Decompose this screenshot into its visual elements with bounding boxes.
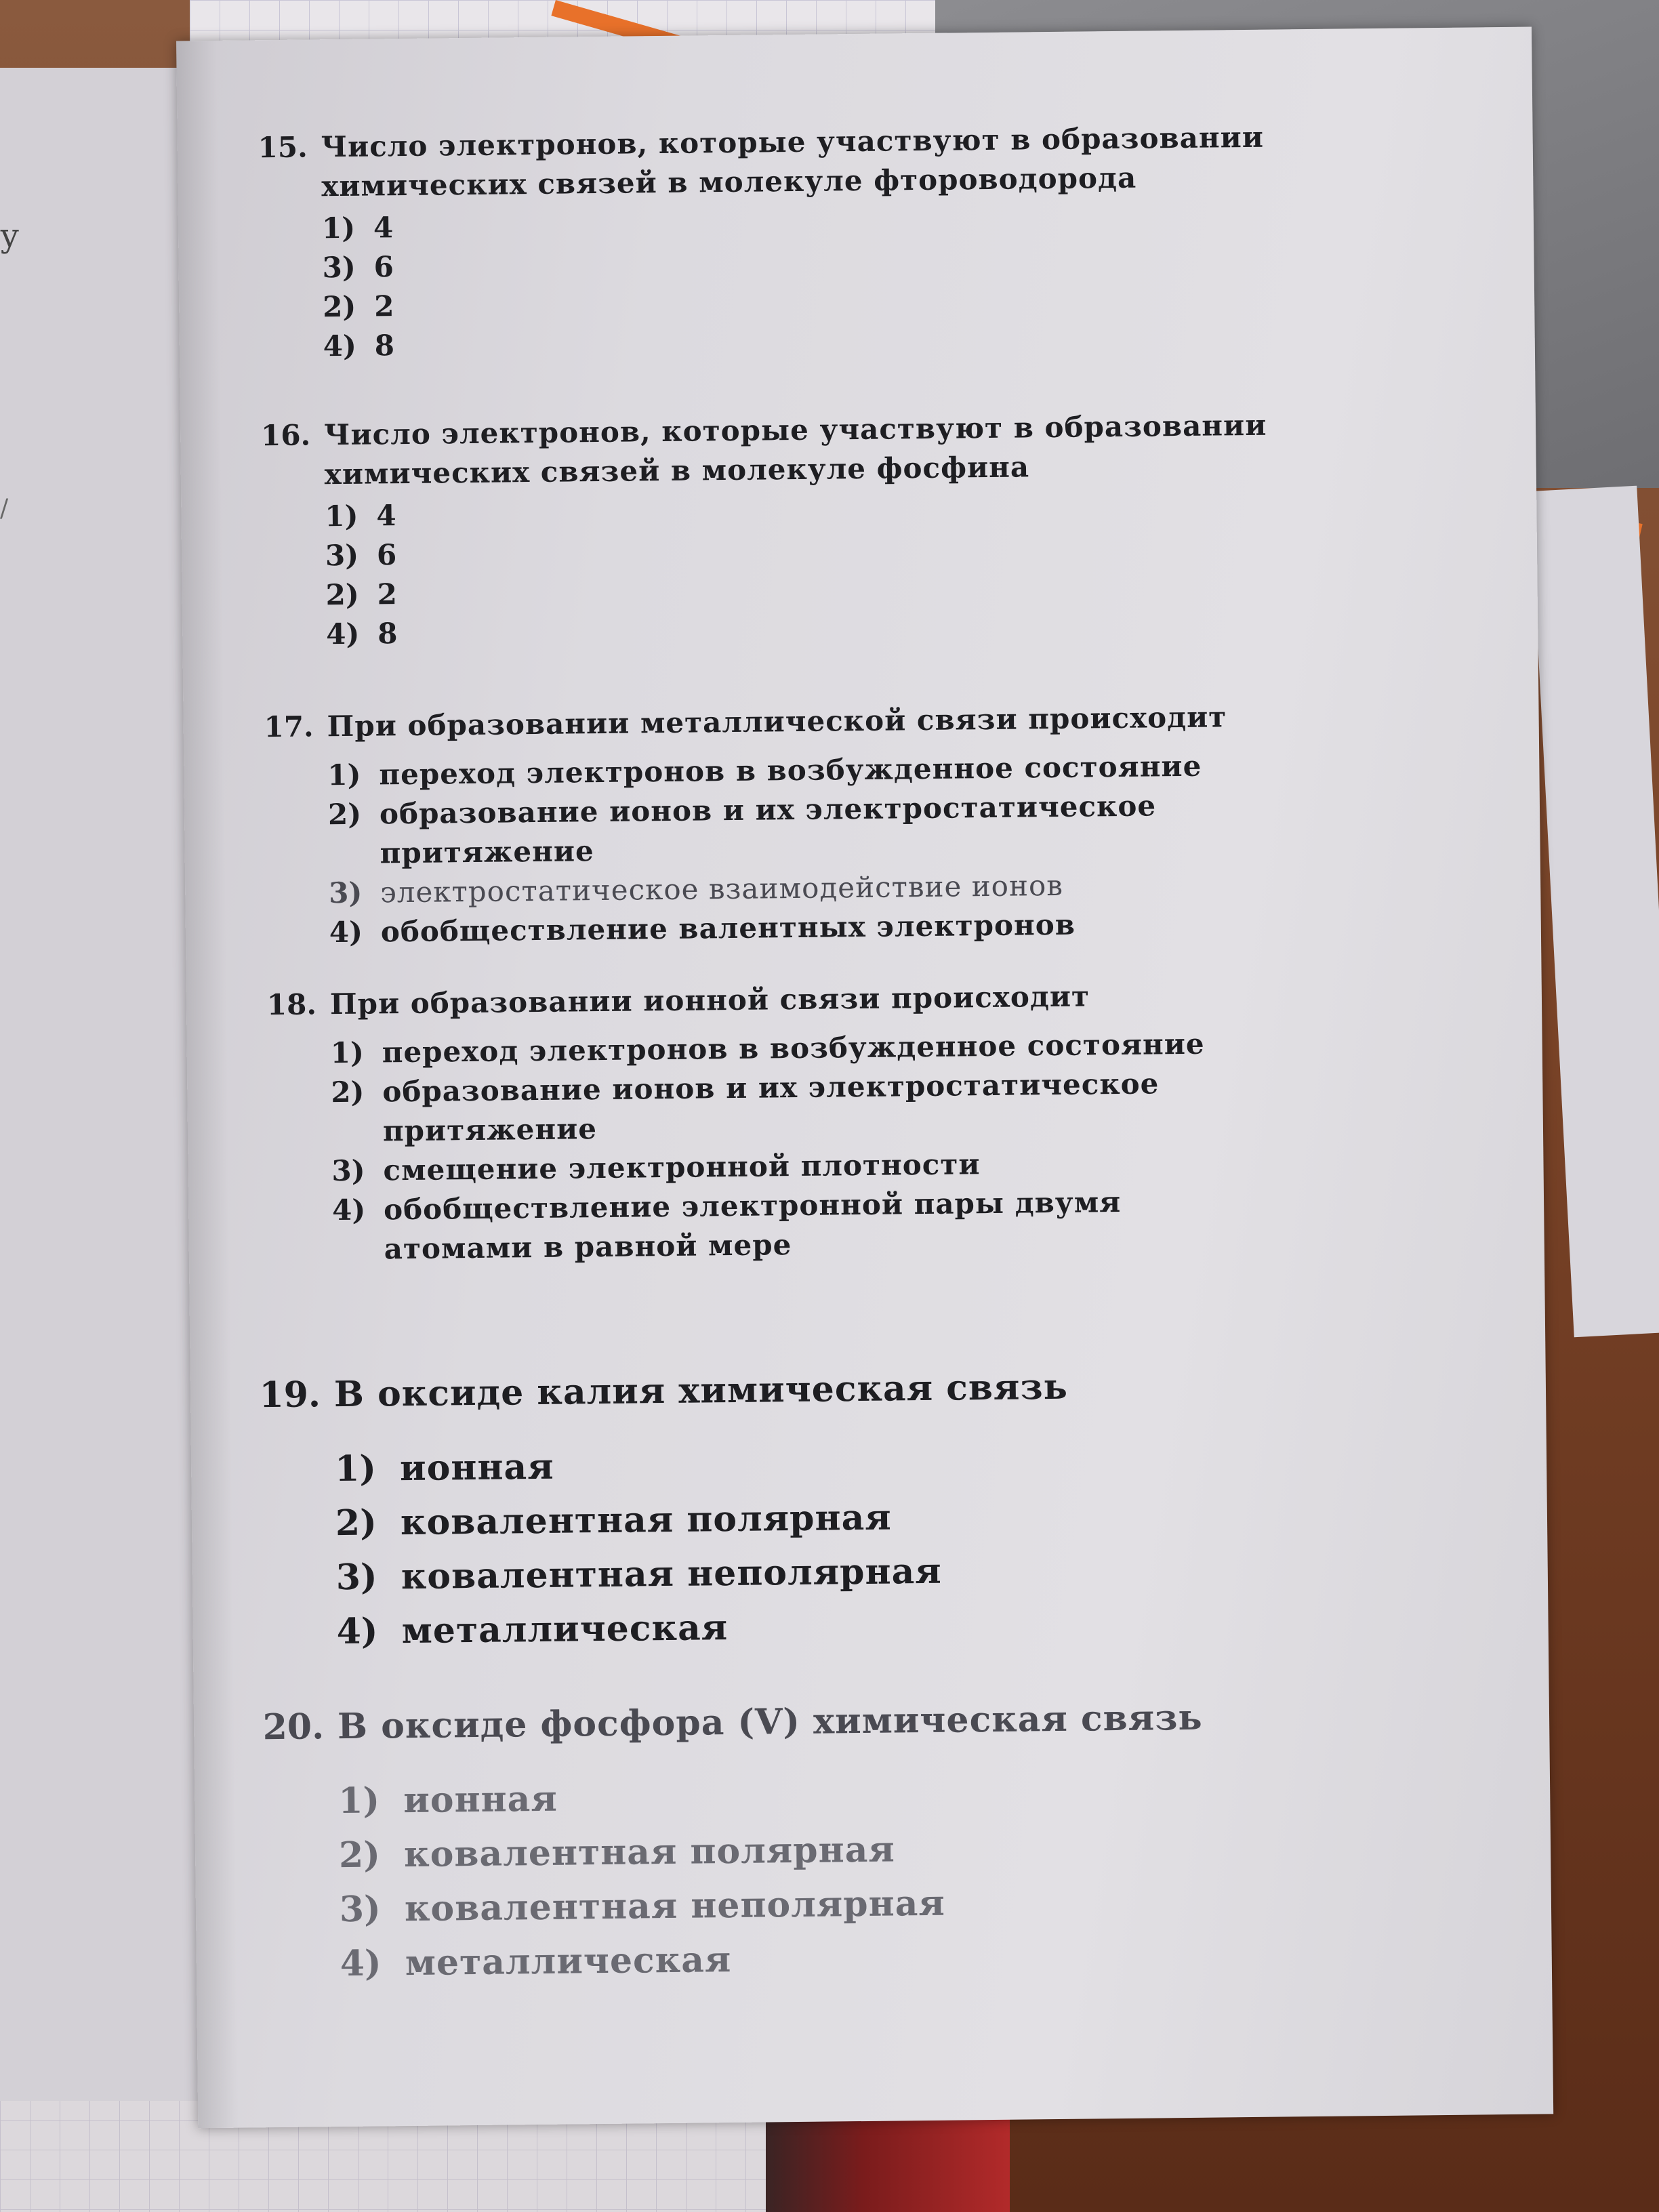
option-text: 6 xyxy=(376,538,398,572)
option-text: ковалентная полярная xyxy=(400,1496,892,1544)
option xyxy=(336,1593,1454,1659)
option xyxy=(331,1061,1448,1151)
options-list xyxy=(330,1022,1450,1269)
option-text: металлическая xyxy=(405,1939,732,1984)
option-text: 4 xyxy=(373,211,394,245)
option-label: 4) xyxy=(325,617,360,651)
test-page xyxy=(176,27,1553,2129)
option-label: 2) xyxy=(322,289,356,324)
left-page-text-fragment: / xyxy=(0,495,9,523)
option-text: ковалентная неполярная xyxy=(401,1550,942,1598)
option-label: 2) xyxy=(325,577,359,612)
question-16 xyxy=(248,404,1443,655)
option-label: 3) xyxy=(322,250,356,285)
options-list xyxy=(322,197,1440,366)
question-number: 17. xyxy=(264,710,314,744)
question-text: Число электронов, которые участвуют в образовании химических связей в молекуле фосфина xyxy=(323,408,1267,491)
option-text: образование ионов и их электростатическое притяжение xyxy=(379,789,1157,870)
option-text: смещение электронной плотности xyxy=(383,1147,981,1187)
options-list xyxy=(327,744,1446,952)
option-label: 4) xyxy=(331,1193,366,1227)
question-text: В оксиде фосфора (V) химическая связь xyxy=(337,1696,1203,1748)
option-text: обобществление валентных электронов xyxy=(380,907,1076,949)
option-text: 6 xyxy=(373,250,395,284)
question-text: При образовании металлической связи происходит xyxy=(327,700,1227,743)
question-number: 19. xyxy=(259,1374,321,1416)
option-label: 4) xyxy=(336,1610,378,1653)
option-label: 1) xyxy=(327,758,361,792)
option xyxy=(332,1179,1450,1269)
option-label: 4) xyxy=(340,1942,382,1985)
question-number: 15. xyxy=(258,130,308,165)
options-list xyxy=(338,1763,1457,1991)
left-page-text-fragment: у xyxy=(0,217,20,255)
option-text: 8 xyxy=(374,329,396,363)
options-list xyxy=(335,1431,1454,1659)
option-label: 2) xyxy=(335,1502,377,1544)
question-text: Число электронов, которые участвуют в образовании химических связей в молекуле фтороводорода xyxy=(321,120,1265,203)
question-number: 18. xyxy=(266,987,317,1022)
question-number: 16. xyxy=(260,418,311,453)
option-label: 3) xyxy=(331,1153,365,1188)
option-label: 1) xyxy=(330,1036,365,1070)
question-19 xyxy=(258,1356,1454,1660)
option-text: 2 xyxy=(377,577,398,611)
question-text: В оксиде калия химическая связь xyxy=(333,1366,1069,1416)
left-folded-page xyxy=(0,68,203,2101)
option xyxy=(340,1925,1457,1991)
options-list xyxy=(325,485,1443,654)
option-text: ковалентная полярная xyxy=(403,1828,896,1876)
option-text: электростатическое взаимодействие ионов xyxy=(380,868,1064,909)
option-text: обобществление электронной пары двумя атомами в равной мере xyxy=(383,1185,1122,1266)
option-label: 4) xyxy=(323,329,357,363)
option-label: 1) xyxy=(321,211,356,245)
question-text: При образовании ионной связи происходит xyxy=(329,979,1090,1021)
option-text: переход электронов в возбужденное состояние xyxy=(382,1027,1205,1069)
option-text: ковалентная неполярная xyxy=(404,1882,946,1930)
option-label: 1) xyxy=(337,1780,380,1822)
option-text: металлическая xyxy=(401,1607,729,1652)
question-number: 20. xyxy=(262,1706,325,1748)
option-text: 4 xyxy=(376,499,397,533)
option-text: 2 xyxy=(373,289,395,323)
option-label: 1) xyxy=(325,499,359,533)
option-label: 2) xyxy=(331,1075,365,1109)
option-label: 3) xyxy=(328,876,363,910)
question-18 xyxy=(254,973,1450,1270)
option-label: 3) xyxy=(335,1556,377,1599)
option-text: образование ионов и их электростатическое притяжение xyxy=(382,1067,1160,1148)
option-label: 3) xyxy=(325,538,359,573)
option-label: 3) xyxy=(339,1888,382,1931)
question-15 xyxy=(245,116,1440,367)
option-text: 8 xyxy=(377,617,398,651)
option-text: ионная xyxy=(399,1446,554,1490)
option xyxy=(328,783,1446,874)
option-text: переход электронов в возбужденное состояние xyxy=(379,749,1202,792)
question-20 xyxy=(262,1688,1457,1992)
question-17 xyxy=(251,695,1446,953)
option-label: 4) xyxy=(329,915,363,949)
option-label: 1) xyxy=(334,1448,377,1490)
option-text: ионная xyxy=(403,1778,558,1822)
option-label: 2) xyxy=(338,1834,381,1877)
option-label: 2) xyxy=(327,797,362,832)
